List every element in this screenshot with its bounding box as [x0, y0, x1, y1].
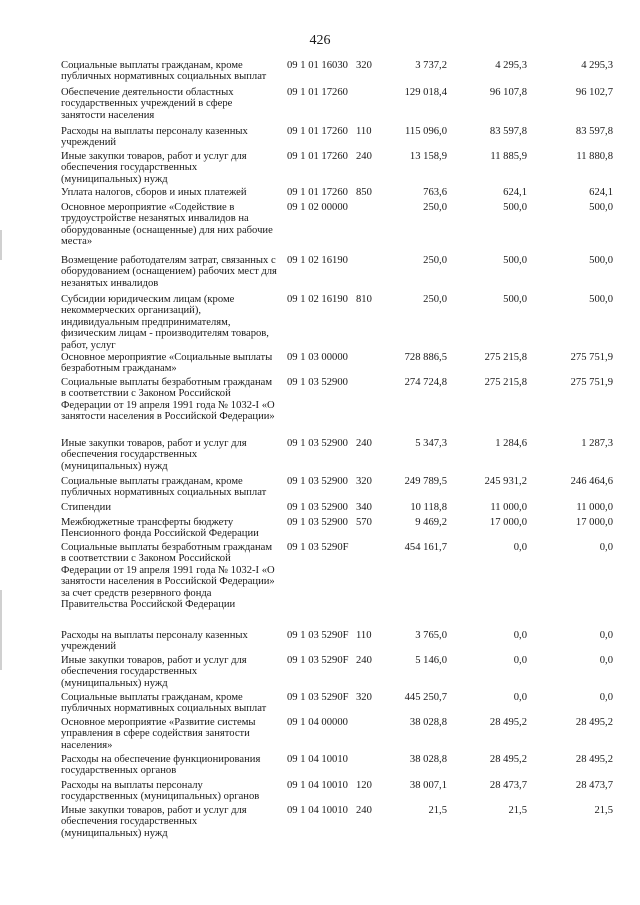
amount-year1-cell: 10 118,8	[410, 502, 447, 513]
table-row	[0, 754, 640, 777]
amount-year2-cell: 624,1	[503, 187, 527, 198]
amount-year3-cell: 1 287,3	[581, 438, 613, 449]
amount-year2-cell: 275 215,8	[484, 352, 527, 363]
target-code-cell: 09 1 03 5290F	[287, 655, 349, 666]
amount-year3-cell: 4 295,3	[581, 60, 613, 71]
expense-type-cell: 240	[356, 438, 372, 449]
table-row	[0, 542, 640, 633]
row-description: Возмещение работодателям затрат, связанных с оборудованием (оснащением) рабочих мест для незанятых инвалидов	[61, 255, 277, 289]
amount-year1-cell: 38 028,8	[409, 717, 447, 728]
target-code-cell: 09 1 04 10010	[287, 780, 348, 791]
amount-year1-cell: 250,0	[423, 202, 447, 213]
table-row	[0, 377, 640, 434]
amount-year1-cell: 249 789,5	[404, 476, 447, 487]
target-code-cell: 09 1 01 17260	[287, 187, 348, 198]
amount-year2-cell: 11 000,0	[490, 502, 527, 513]
amount-year3-cell: 246 464,6	[570, 476, 613, 487]
table-row	[0, 517, 640, 540]
amount-year1-cell: 129 018,4	[404, 87, 447, 98]
amount-year3-cell: 21,5	[594, 805, 613, 816]
table-row	[0, 805, 640, 839]
row-description: Социальные выплаты безработным гражданам в соответствии с Законом Российской Федерации от 19 апреля 1991 года № 1032-I «О занятости населения в Российской Федерации» за счет средств резервного фонда Правительства Российской Федерации	[61, 542, 275, 611]
amount-year2-cell: 83 597,8	[489, 126, 527, 137]
amount-year2-cell: 0,0	[513, 542, 527, 553]
row-description: Межбюджетные трансферты бюджету Пенсионного фонда Российской Федерации	[61, 517, 259, 540]
table-row	[0, 780, 640, 803]
amount-year1-cell: 115 096,0	[405, 126, 447, 137]
amount-year3-cell: 275 751,9	[570, 352, 613, 363]
amount-year2-cell: 0,0	[513, 692, 527, 703]
table-row	[0, 717, 640, 751]
amount-year3-cell: 28 473,7	[575, 780, 613, 791]
amount-year2-cell: 1 284,6	[495, 438, 527, 449]
amount-year2-cell: 11 885,9	[490, 151, 527, 162]
table-row	[0, 126, 640, 149]
table-row	[0, 202, 640, 248]
row-description: Основное мероприятие «Содействие в трудоустройстве незанятых инвалидов на оборудованные (оснащенные) для них рабочие места»	[61, 202, 273, 248]
amount-year2-cell: 21,5	[508, 805, 527, 816]
amount-year3-cell: 83 597,8	[575, 126, 613, 137]
amount-year3-cell: 28 495,2	[575, 717, 613, 728]
expense-type-cell: 320	[356, 60, 372, 71]
table-row	[0, 352, 640, 375]
row-description: Иные закупки товаров, работ и услуг для обеспечения государственных (муниципальных) нужд	[61, 655, 247, 689]
amount-year1-cell: 728 886,5	[404, 352, 447, 363]
target-code-cell: 09 1 02 16190	[287, 294, 348, 305]
row-description: Иные закупки товаров, работ и услуг для обеспечения государственных (муниципальных) нужд	[61, 438, 247, 472]
expense-type-cell: 240	[356, 151, 372, 162]
row-description: Социальные выплаты гражданам, кроме публичных нормативных социальных выплат	[61, 476, 267, 499]
expense-type-cell: 110	[356, 630, 372, 641]
row-description: Иные закупки товаров, работ и услуг для обеспечения государственных (муниципальных) нужд	[61, 805, 247, 839]
row-description: Иные закупки товаров, работ и услуг для обеспечения государственных (муниципальных) нужд	[61, 151, 247, 185]
table-row	[0, 151, 640, 185]
target-code-cell: 09 1 03 5290F	[287, 542, 349, 553]
target-code-cell: 09 1 03 00000	[287, 352, 348, 363]
target-code-cell: 09 1 03 5290F	[287, 630, 349, 641]
amount-year2-cell: 245 931,2	[484, 476, 527, 487]
expense-type-cell: 240	[356, 805, 372, 816]
amount-year3-cell: 500,0	[589, 255, 613, 266]
target-code-cell: 09 1 04 10010	[287, 754, 348, 765]
row-description: Субсидии юридическим лицам (кроме некоммерческих организаций), индивидуальным предпринимателям, физическим лицам - производителям товаров, работ, услуг	[61, 294, 269, 351]
expense-type-cell: 340	[356, 502, 372, 513]
amount-year2-cell: 0,0	[513, 655, 527, 666]
amount-year1-cell: 38 007,1	[409, 780, 447, 791]
row-description: Уплата налогов, сборов и иных платежей	[61, 187, 247, 198]
amount-year3-cell: 0,0	[599, 630, 613, 641]
amount-year1-cell: 3 765,0	[415, 630, 447, 641]
target-code-cell: 09 1 01 17260	[287, 87, 348, 98]
amount-year3-cell: 11 000,0	[576, 502, 613, 513]
amount-year1-cell: 9 469,2	[415, 517, 447, 528]
table-row	[0, 294, 640, 351]
expense-type-cell: 320	[356, 476, 372, 487]
row-description: Обеспечение деятельности областных государственных учреждений в сфере занятости населения	[61, 87, 234, 121]
amount-year1-cell: 3 737,2	[415, 60, 447, 71]
amount-year1-cell: 5 146,0	[415, 655, 447, 666]
table-row	[0, 87, 640, 121]
expense-type-cell: 240	[356, 655, 372, 666]
amount-year1-cell: 763,6	[423, 187, 447, 198]
row-description: Расходы на выплаты персоналу казенных учреждений	[61, 630, 248, 653]
target-code-cell: 09 1 03 5290F	[287, 692, 349, 703]
expense-type-cell: 110	[356, 126, 372, 137]
expense-type-cell: 570	[356, 517, 372, 528]
expense-type-cell: 810	[356, 294, 372, 305]
target-code-cell: 09 1 03 52900	[287, 438, 348, 449]
amount-year1-cell: 445 250,7	[404, 692, 447, 703]
target-code-cell: 09 1 01 17260	[287, 151, 348, 162]
amount-year3-cell: 275 751,9	[570, 377, 613, 388]
amount-year2-cell: 500,0	[503, 294, 527, 305]
expense-type-cell: 850	[356, 187, 372, 198]
target-code-cell: 09 1 02 00000	[287, 202, 348, 213]
table-row	[0, 476, 640, 499]
expense-type-cell: 320	[356, 692, 372, 703]
amount-year1-cell: 5 347,3	[415, 438, 447, 449]
row-description: Расходы на выплаты персоналу казенных учреждений	[61, 126, 248, 149]
amount-year3-cell: 0,0	[599, 692, 613, 703]
amount-year2-cell: 17 000,0	[489, 517, 527, 528]
amount-year2-cell: 28 495,2	[489, 717, 527, 728]
amount-year2-cell: 28 473,7	[489, 780, 527, 791]
row-description: Расходы на обеспечение функционирования государственных органов	[61, 754, 261, 777]
target-code-cell: 09 1 02 16190	[287, 255, 348, 266]
target-code-cell: 09 1 01 17260	[287, 126, 348, 137]
amount-year3-cell: 28 495,2	[575, 754, 613, 765]
amount-year2-cell: 275 215,8	[484, 377, 527, 388]
row-description: Социальные выплаты гражданам, кроме публичных нормативных социальных выплат	[61, 60, 267, 83]
amount-year3-cell: 500,0	[589, 202, 613, 213]
amount-year1-cell: 13 158,9	[409, 151, 447, 162]
amount-year2-cell: 0,0	[513, 630, 527, 641]
page-number: 426	[309, 33, 331, 48]
amount-year3-cell: 96 102,7	[575, 87, 613, 98]
table-row	[0, 60, 640, 83]
table-row	[0, 692, 640, 715]
amount-year1-cell: 274 724,8	[404, 377, 447, 388]
table-row	[0, 630, 640, 653]
row-description: Основное мероприятие «Развитие системы управления в сфере содействия занятости населения»	[61, 717, 256, 751]
amount-year3-cell: 500,0	[589, 294, 613, 305]
target-code-cell: 09 1 03 52900	[287, 502, 348, 513]
target-code-cell: 09 1 03 52900	[287, 377, 348, 388]
amount-year3-cell: 11 880,8	[576, 151, 613, 162]
table-row	[0, 502, 640, 513]
row-description: Социальные выплаты гражданам, кроме публичных нормативных социальных выплат	[61, 692, 267, 715]
amount-year1-cell: 250,0	[423, 255, 447, 266]
table-row	[0, 187, 640, 198]
amount-year3-cell: 624,1	[589, 187, 613, 198]
amount-year3-cell: 17 000,0	[575, 517, 613, 528]
table-row	[0, 438, 640, 472]
amount-year2-cell: 500,0	[503, 202, 527, 213]
amount-year2-cell: 4 295,3	[495, 60, 527, 71]
amount-year1-cell: 38 028,8	[409, 754, 447, 765]
amount-year1-cell: 21,5	[428, 805, 447, 816]
row-description: Социальные выплаты безработным гражданам в соответствии с Законом Российской Федерации от 19 апреля 1991 года № 1032-I «О занятости населения в Российской Федерации»	[61, 377, 275, 423]
target-code-cell: 09 1 01 16030	[287, 60, 348, 71]
amount-year2-cell: 500,0	[503, 255, 527, 266]
amount-year3-cell: 0,0	[599, 542, 613, 553]
amount-year3-cell: 0,0	[599, 655, 613, 666]
table-row	[0, 655, 640, 689]
amount-year1-cell: 454 161,7	[404, 542, 447, 553]
row-description: Стипендии	[61, 502, 111, 513]
amount-year2-cell: 28 495,2	[489, 754, 527, 765]
target-code-cell: 09 1 04 00000	[287, 717, 348, 728]
amount-year1-cell: 250,0	[423, 294, 447, 305]
target-code-cell: 09 1 03 52900	[287, 476, 348, 487]
row-description: Расходы на выплаты персоналу государственных (муниципальных) органов	[61, 780, 260, 803]
target-code-cell: 09 1 04 10010	[287, 805, 348, 816]
expense-type-cell: 120	[356, 780, 372, 791]
table-row	[0, 255, 640, 289]
amount-year2-cell: 96 107,8	[489, 87, 527, 98]
target-code-cell: 09 1 03 52900	[287, 517, 348, 528]
row-description: Основное мероприятие «Социальные выплаты безработным гражданам»	[61, 352, 273, 375]
